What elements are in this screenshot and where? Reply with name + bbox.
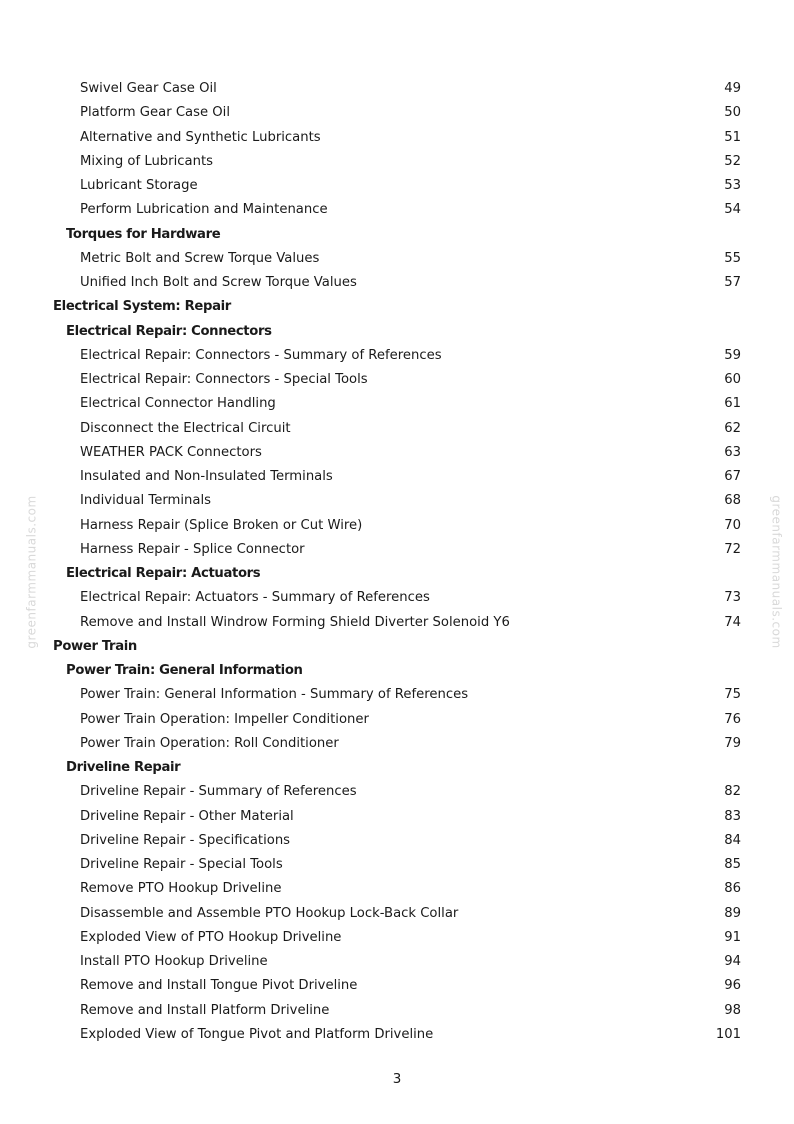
- toc-entry[interactable]: [0, 926, 794, 950]
- toc-entry[interactable]: [0, 392, 794, 416]
- toc-entry-page: 67: [724, 469, 741, 484]
- toc-entry-page: 75: [724, 687, 741, 703]
- toc-section[interactable]: [0, 295, 794, 319]
- toc-entry-title: Alternative and Synthetic Lubricants: [80, 129, 321, 145]
- toc-entry[interactable]: [0, 174, 794, 198]
- toc-entry[interactable]: [0, 441, 794, 465]
- toc-entry-title: Electrical Repair: Connectors - Summary of References: [80, 347, 442, 363]
- toc-entry-title: Power Train: [53, 638, 137, 654]
- toc-subsection[interactable]: [0, 320, 794, 344]
- toc-entry-title: Remove PTO Hookup Driveline: [80, 881, 282, 897]
- toc-entry-title: Electrical Repair: Actuators - Summary of References: [80, 590, 430, 606]
- toc-entry-page: 52: [724, 153, 741, 169]
- toc-entry-title: Power Train Operation: Roll Conditioner: [80, 735, 339, 751]
- toc-entry-page: 54: [724, 202, 741, 218]
- toc-entry[interactable]: [0, 805, 794, 829]
- toc-entry-title: Perform Lubrication and Maintenance: [80, 202, 328, 218]
- toc-entry-title: Platform Gear Case Oil: [80, 105, 231, 121]
- toc-entry-page: 50: [724, 105, 741, 121]
- toc-entry-page: 98: [724, 1002, 741, 1018]
- toc-entry-page: 101: [715, 1026, 741, 1042]
- toc-entry[interactable]: [0, 877, 794, 901]
- toc-entry-page: 79: [724, 735, 741, 751]
- toc-entry-title: Driveline Repair - Other Material: [80, 808, 294, 824]
- toc-entry-title: Disconnect the Electrical Circuit: [80, 420, 291, 436]
- toc-entry-page: 62: [724, 420, 741, 436]
- toc-entry[interactable]: [0, 126, 794, 150]
- toc-entry-page: 73: [724, 590, 741, 606]
- toc-entry-page: 74: [724, 614, 741, 630]
- toc-entry-title: Unified Inch Bolt and Screw Torque Values: [80, 275, 357, 290]
- toc-entry-page: 55: [724, 250, 741, 266]
- toc-entry-title: Driveline Repair - Special Tools: [80, 857, 283, 872]
- toc-entry-page: 68: [724, 493, 741, 509]
- toc-entry[interactable]: [0, 465, 794, 489]
- toc-entry[interactable]: [0, 780, 794, 804]
- toc-entry[interactable]: [0, 683, 794, 707]
- toc-entry-title: Insulated and Non-Insulated Terminals: [80, 469, 333, 484]
- toc-entry[interactable]: [0, 514, 794, 538]
- toc-entry[interactable]: [0, 198, 794, 222]
- watermark-right: greenfarmmanuals.com: [769, 495, 784, 649]
- toc-entry[interactable]: [0, 974, 794, 998]
- toc-entry[interactable]: [0, 586, 794, 610]
- toc-entry[interactable]: [0, 150, 794, 174]
- toc-entry-title: Harness Repair - Splice Connector: [80, 541, 305, 557]
- toc-entry-page: 89: [724, 905, 741, 921]
- toc-entry-title: Power Train: General Information - Summary of References: [80, 687, 469, 703]
- toc-entry-page: 83: [724, 808, 741, 824]
- toc-entry[interactable]: [0, 77, 794, 101]
- toc-entry[interactable]: [0, 829, 794, 853]
- toc-entry-page: 57: [724, 275, 741, 290]
- toc-entry-title: Power Train: General Information: [66, 663, 303, 678]
- toc-subsection[interactable]: [0, 756, 794, 780]
- toc-entry-title: Electrical Repair: Actuators: [66, 566, 261, 581]
- toc-entry-page: 53: [724, 178, 741, 193]
- toc-subsection[interactable]: [0, 659, 794, 683]
- toc-entry[interactable]: [0, 101, 794, 125]
- toc-entry[interactable]: [0, 950, 794, 974]
- toc-entry[interactable]: [0, 853, 794, 877]
- toc-entry-title: Driveline Repair - Specifications: [80, 832, 291, 848]
- table-of-contents: [0, 77, 794, 1047]
- toc-entry-page: 84: [724, 832, 741, 848]
- toc-entry[interactable]: [0, 732, 794, 756]
- toc-entry-page: 85: [724, 857, 741, 872]
- toc-entry-page: 59: [724, 347, 741, 363]
- toc-entry-page: 96: [724, 978, 741, 994]
- toc-entry[interactable]: [0, 538, 794, 562]
- toc-entry[interactable]: [0, 611, 794, 635]
- toc-entry[interactable]: [0, 271, 794, 295]
- toc-entry-page: 72: [724, 541, 741, 557]
- toc-subsection[interactable]: [0, 562, 794, 586]
- toc-entry[interactable]: [0, 999, 794, 1023]
- toc-entry-title: Metric Bolt and Screw Torque Values: [80, 250, 320, 266]
- toc-entry[interactable]: [0, 902, 794, 926]
- toc-entry-page: 91: [724, 929, 741, 945]
- toc-entry-title: Exploded View of Tongue Pivot and Platform Driveline: [80, 1026, 434, 1042]
- toc-entry-page: 63: [724, 444, 741, 460]
- toc-entry-page: 86: [724, 881, 741, 897]
- toc-entry-title: Torques for Hardware: [66, 226, 221, 242]
- toc-entry-title: Driveline Repair - Summary of References: [80, 784, 357, 800]
- toc-entry-title: Harness Repair (Splice Broken or Cut Wire): [80, 517, 363, 533]
- toc-entry-title: Exploded View of PTO Hookup Driveline: [80, 929, 342, 945]
- toc-entry-title: Remove and Install Platform Driveline: [80, 1002, 330, 1018]
- toc-entry-page: 51: [724, 129, 741, 145]
- toc-entry-title: Driveline Repair: [66, 760, 181, 775]
- toc-entry-title: Electrical Connector Handling: [80, 396, 276, 412]
- toc-entry-title: Remove and Install Windrow Forming Shield Diverter Solenoid Y6: [80, 614, 510, 630]
- toc-entry-title: Power Train Operation: Impeller Conditioner: [80, 711, 369, 727]
- toc-entry[interactable]: [0, 489, 794, 513]
- toc-entry[interactable]: [0, 417, 794, 441]
- toc-entry-title: WEATHER PACK Connectors: [80, 444, 262, 460]
- toc-entry-page: 82: [724, 784, 741, 800]
- toc-entry-page: 94: [724, 954, 741, 969]
- toc-entry-page: 49: [724, 81, 741, 96]
- toc-entry-page: 60: [724, 372, 741, 387]
- toc-entry-title: Lubricant Storage: [80, 178, 198, 193]
- page-number: 3: [392, 1071, 402, 1087]
- toc-entry-page: 76: [724, 711, 741, 727]
- toc-entry-page: 61: [724, 396, 741, 412]
- toc-entry-title: Disassemble and Assemble PTO Hookup Lock-Back Collar: [80, 905, 459, 921]
- toc-subsection[interactable]: [0, 223, 794, 247]
- toc-entry-page: 70: [724, 517, 741, 533]
- toc-entry[interactable]: [0, 368, 794, 392]
- toc-entry[interactable]: [0, 708, 794, 732]
- toc-entry-title: Electrical Repair: Connectors: [66, 323, 272, 339]
- toc-entry[interactable]: [0, 1023, 794, 1047]
- toc-entry-title: Electrical Repair: Connectors - Special Tools: [80, 372, 368, 387]
- toc-entry-title: Individual Terminals: [80, 493, 212, 509]
- toc-entry-title: Remove and Install Tongue Pivot Driveline: [80, 978, 358, 994]
- toc-entry-title: Electrical System: Repair: [53, 299, 231, 315]
- toc-entry[interactable]: [0, 344, 794, 368]
- toc-entry-title: Install PTO Hookup Driveline: [80, 954, 268, 969]
- toc-entry-title: Swivel Gear Case Oil: [80, 81, 217, 96]
- watermark-left: greenfarmmanuals.com: [24, 495, 39, 649]
- toc-section[interactable]: [0, 635, 794, 659]
- toc-entry-title: Mixing of Lubricants: [80, 153, 213, 169]
- toc-entry[interactable]: [0, 247, 794, 271]
